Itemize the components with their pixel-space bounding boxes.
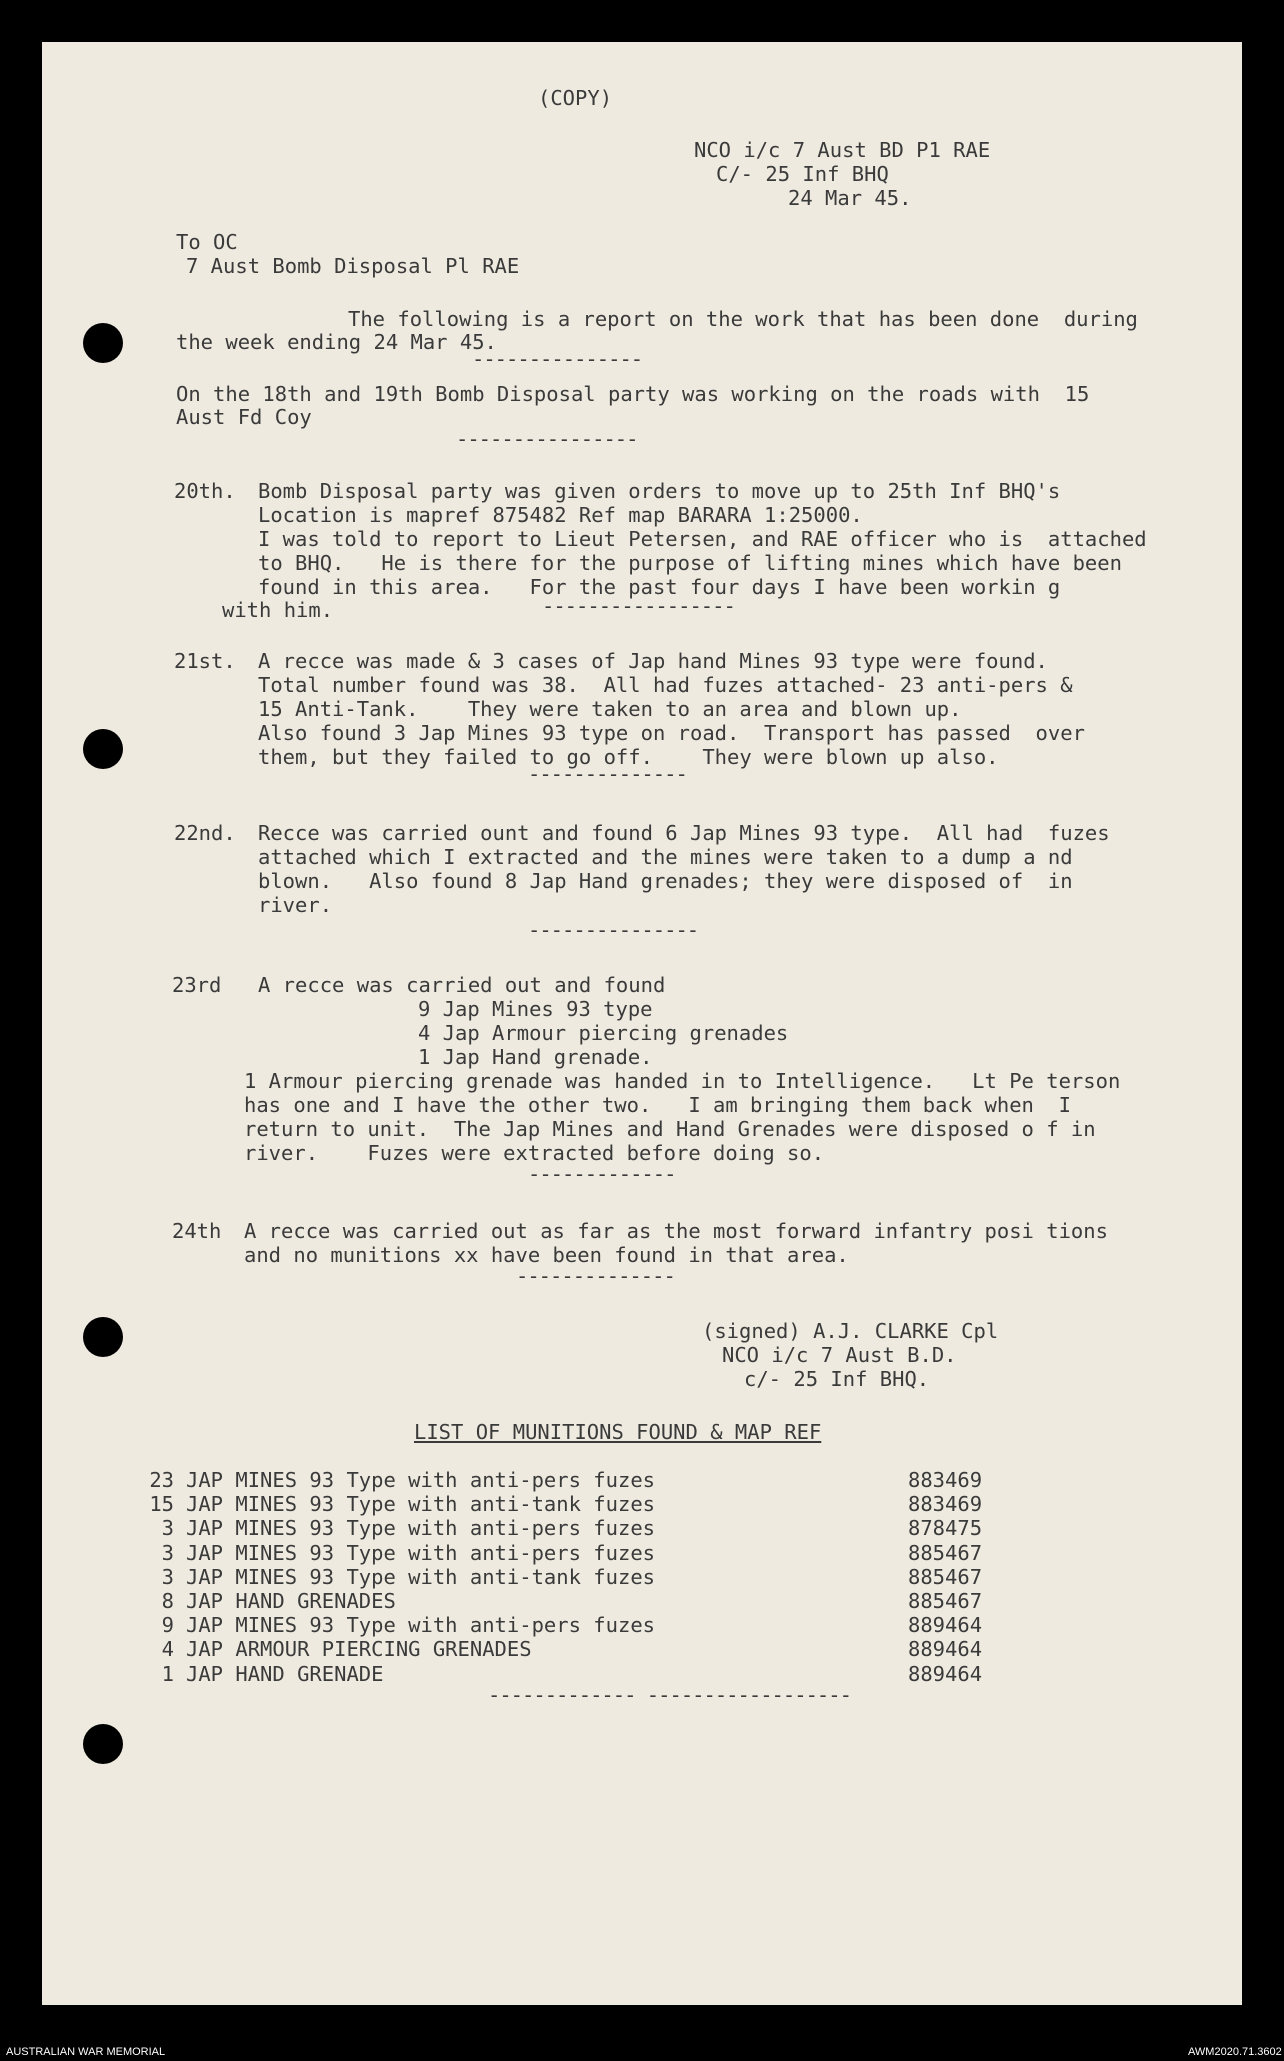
- list-item: 9 Jap Mines 93 type: [418, 997, 653, 1021]
- punch-hole: [83, 323, 123, 363]
- munition-map-ref: 889464: [908, 1662, 983, 1686]
- munition-map-ref: 889464: [908, 1613, 983, 1637]
- paragraph-line: attached which I extracted and the mines were taken to a dump a nd: [258, 845, 1073, 869]
- munition-item: JAP MINES 93 Type with anti-pers fuzes: [186, 1541, 655, 1565]
- signature-line: c/- 25 Inf BHQ.: [744, 1367, 930, 1391]
- munition-map-ref: 885467: [908, 1589, 983, 1613]
- paragraph-line: A recce was carried out as far as the most forward infantry posi tions: [244, 1219, 1108, 1243]
- copy-heading: (COPY): [538, 86, 613, 110]
- list-item: 1 Jap Hand grenade.: [418, 1045, 653, 1069]
- munition-qty: 3: [161, 1565, 174, 1589]
- munition-item: JAP MINES 93 Type with anti-pers fuzes: [186, 1613, 655, 1637]
- signature-line: (signed) A.J. CLARKE Cpl: [702, 1319, 999, 1343]
- addressee-line: 7 Aust Bomb Disposal Pl RAE: [186, 254, 520, 278]
- intro-line: the week ending 24 Mar 45.: [176, 330, 497, 354]
- paragraph-line: A recce was made & 3 cases of Jap hand Mines 93 type were found.: [258, 649, 1048, 673]
- munition-item: JAP MINES 93 Type with anti-pers fuzes: [186, 1468, 655, 1492]
- paragraph-line: river.: [258, 893, 333, 917]
- paragraph-line: them, but they failed to go off. They were blown up also.: [258, 745, 999, 769]
- sender-line: NCO i/c 7 Aust BD P1 RAE: [694, 138, 991, 162]
- divider: ---------------: [528, 918, 699, 942]
- divider: -------------: [528, 1162, 676, 1186]
- paragraph-line: Bomb Disposal party was given orders to move up to 25th Inf BHQ's: [258, 479, 1061, 503]
- munition-map-ref: 878475: [908, 1516, 983, 1540]
- munition-map-ref: 883469: [908, 1468, 983, 1492]
- punch-hole: [83, 729, 123, 769]
- munition-map-ref: 885467: [908, 1565, 983, 1589]
- paragraph-line: found in this area. For the past four days I have been workin g: [258, 575, 1061, 599]
- munition-item: JAP HAND GRENADES: [186, 1589, 396, 1613]
- paragraph-line: return to unit. The Jap Mines and Hand Grenades were disposed o f in: [244, 1117, 1096, 1141]
- punch-hole: [83, 1724, 123, 1764]
- paragraph-line: Aust Fd Coy: [176, 405, 312, 429]
- divider: --------------: [528, 762, 687, 786]
- munition-item: JAP HAND GRENADE: [186, 1662, 384, 1686]
- munition-item: JAP MINES 93 Type with anti-pers fuzes: [186, 1516, 655, 1540]
- paragraph-line: Total number found was 38. All had fuzes attached- 23 anti-pers &: [258, 673, 1073, 697]
- paragraph-line: has one and I have the other two. I am bringing them back when I: [244, 1093, 1071, 1117]
- signature-line: NCO i/c 7 Aust B.D.: [722, 1343, 957, 1367]
- paragraph-line: 1 Armour piercing grenade was handed in to Intelligence. Lt Pe terson: [244, 1069, 1121, 1093]
- paragraph-line: with him.: [222, 598, 334, 622]
- day-label: 22nd.: [174, 821, 236, 845]
- munition-qty: 3: [161, 1541, 174, 1565]
- munition-qty: 15: [149, 1492, 174, 1516]
- punch-hole: [83, 1317, 123, 1357]
- paragraph-line: 15 Anti-Tank. They were taken to an area and blown up.: [258, 697, 962, 721]
- paragraph-line: On the 18th and 19th Bomb Disposal party was working on the roads with 15: [176, 382, 1090, 406]
- munition-map-ref: 885467: [908, 1541, 983, 1565]
- munition-qty: 4: [161, 1637, 174, 1661]
- paragraph-line: I was told to report to Lieut Petersen, and RAE officer who is attached: [258, 527, 1147, 551]
- paragraph-line: blown. Also found 8 Jap Hand grenades; they were disposed of in: [258, 869, 1073, 893]
- paragraph-line: Also found 3 Jap Mines 93 type on road. Transport has passed over: [258, 721, 1085, 745]
- munition-item: JAP MINES 93 Type with anti-tank fuzes: [186, 1565, 655, 1589]
- footer-right: AWM2020.71.3602: [1188, 2046, 1282, 2058]
- intro-line: The following is a report on the work that has been done during: [348, 307, 1138, 331]
- addressee-line: To OC: [176, 230, 238, 254]
- document-page: [42, 42, 1242, 2005]
- day-label: 21st.: [174, 649, 236, 673]
- day-label: 24th: [172, 1219, 222, 1243]
- munition-qty: 8: [161, 1589, 174, 1613]
- day-label: 23rd: [172, 973, 222, 997]
- paragraph-line: Location is mapref 875482 Ref map BARARA 1:25000.: [258, 503, 863, 527]
- munition-qty: 9: [161, 1613, 174, 1637]
- day-label: 20th.: [174, 479, 236, 503]
- footer-left: AUSTRALIAN WAR MEMORIAL: [6, 2046, 166, 2058]
- munition-qty: 1: [161, 1662, 174, 1686]
- paragraph-line: to BHQ. He is there for the purpose of lifting mines which have been: [258, 551, 1122, 575]
- divider: ---------------: [472, 347, 643, 371]
- list-title: LIST OF MUNITIONS FOUND & MAP REF: [414, 1420, 822, 1444]
- munition-qty: 3: [161, 1516, 174, 1540]
- munition-item: JAP MINES 93 Type with anti-tank fuzes: [186, 1492, 655, 1516]
- paragraph-line: river. Fuzes were extracted before doing so.: [244, 1141, 825, 1165]
- divider: -----------------: [542, 594, 735, 618]
- list-item: 4 Jap Armour piercing grenades: [418, 1021, 789, 1045]
- paragraph-line: A recce was carried out and found: [258, 973, 666, 997]
- munition-map-ref: 883469: [908, 1492, 983, 1516]
- date-line: 24 Mar 45.: [788, 186, 912, 210]
- munition-qty: 23: [149, 1468, 174, 1492]
- divider: --------------: [516, 1264, 675, 1288]
- munition-item: JAP ARMOUR PIERCING GRENADES: [186, 1637, 532, 1661]
- munition-map-ref: 889464: [908, 1637, 983, 1661]
- divider: ----------------: [456, 427, 638, 451]
- sender-line: C/- 25 Inf BHQ: [716, 162, 889, 186]
- divider: ------------- ------------------: [488, 1683, 851, 1707]
- paragraph-line: and no munitions xx have been found in that area.: [244, 1243, 849, 1267]
- paragraph-line: Recce was carried ount and found 6 Jap Mines 93 type. All had fuzes: [258, 821, 1110, 845]
